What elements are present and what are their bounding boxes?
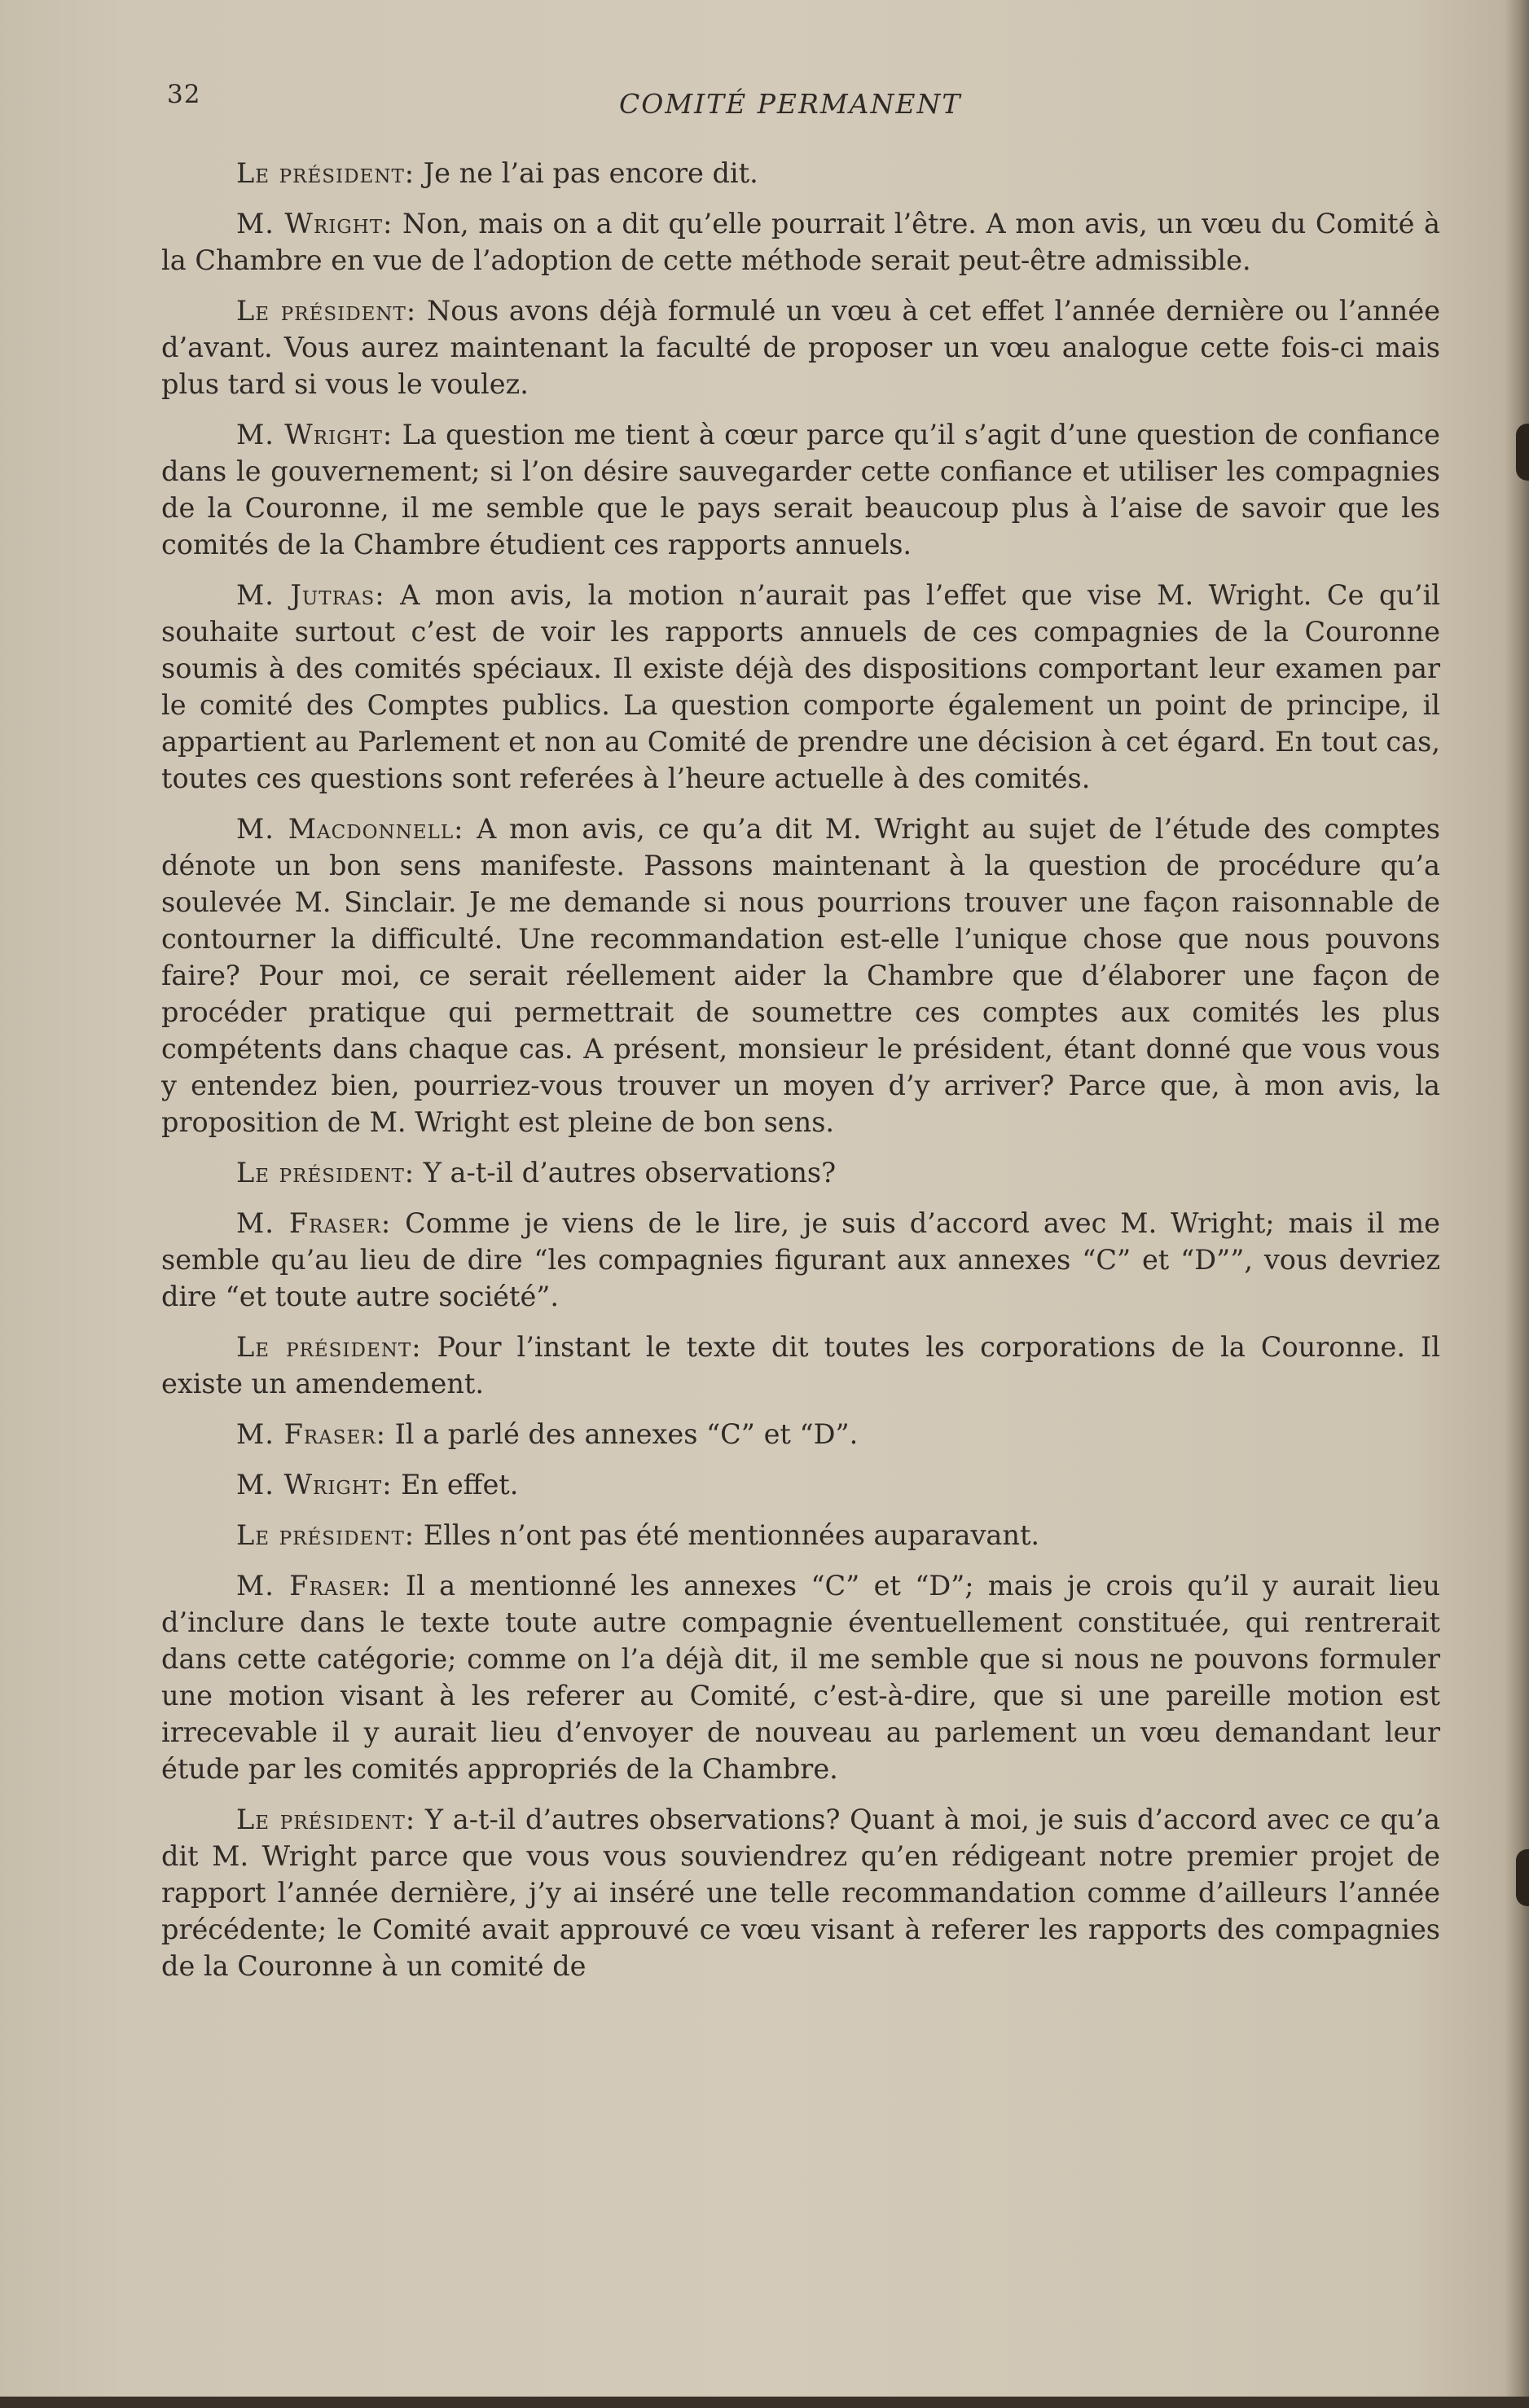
paragraph-text: A mon avis, ce qu’a dit M. Wright au sujet de l’étude des comptes dénote un bon sens manifeste. Passons maintenant à la question de procédure qu’a soulevée M. Sinclair. Je me demande si nous pourrions trouver une façon raisonnable de contourner la difficulté. Une recommandation est-elle l’unique chose que nous pouvons faire? Pour moi, ce serait réellement aider la Chambre que d’élaborer une façon de procéder pratique qui permettrait de soumettre ces comptes aux comités les plus compétents dans chaque cas. A présent, monsieur le président, étant donné que vous vous y entendez bien, pourriez-vous trouver un moyen d’y arriver? Parce que, à mon avis, la proposition de M. Wright est pleine de bon sens. [161, 813, 1440, 1138]
paragraph-text: En effet. [401, 1469, 519, 1501]
speaker-label: M. Fraser: [236, 1418, 386, 1450]
speaker-label: M. Macdonnell: [236, 813, 464, 845]
paragraph [161, 1329, 1440, 1402]
paragraph-text: Comme je viens de le lire, je suis d’accord avec M. Wright; mais il me semble qu’au lieu de dire “les compagnies figurant aux annexes “C” et “D””, vous devriez dire “et toute autre société”. [161, 1207, 1441, 1312]
paragraph [161, 1517, 1440, 1553]
page-bottom-edge [0, 2397, 1529, 2408]
paragraph [161, 1205, 1440, 1315]
paragraph [161, 292, 1440, 402]
binding-clip-mark [1516, 424, 1529, 481]
paragraph [161, 577, 1440, 797]
speaker-label: Le président: [236, 1804, 416, 1835]
transcript-body [161, 155, 1440, 1998]
speaker-label: M. Jutras: [236, 579, 385, 611]
speaker-label: M. Wright: [236, 419, 393, 450]
running-title: COMITÉ PERMANENT [619, 88, 962, 120]
paragraph [161, 1466, 1440, 1503]
paragraph-text: Pour l’instant le texte dit toutes les corporations de la Couronne. Il existe un amendement. [161, 1331, 1440, 1400]
paragraph [161, 416, 1440, 563]
speaker-label: M. Wright: [236, 208, 393, 239]
paragraph [161, 811, 1440, 1140]
paragraph [161, 205, 1440, 279]
paragraph [161, 1801, 1440, 1984]
speaker-label: Le président: [236, 157, 415, 189]
paragraph [161, 155, 1440, 191]
paragraph-text: La question me tient à cœur parce qu’il s’agit d’une question de confiance dans le gouvernement; si l’on désire sauvegarder cette confiance et utiliser les compagnies de la Couronne, il me semble que le pays serait beaucoup plus à l’aise de savoir que les comités de la Chambre étudient ces rapports annuels. [161, 419, 1441, 560]
speaker-label: Le président: [236, 1157, 415, 1189]
paragraph-text: Il a mentionné les annexes “C” et “D”; mais je crois qu’il y aurait lieu d’inclure dans le texte toute autre compagnie éventuellement constituée, qui rentrerait dans cette catégorie; comme on l’a déjà dit, il me semble que si nous ne pouvons formuler une motion visant à les referer au Comité, c’est-à-dire, que si une pareille motion est irrecevable il y aurait lieu d’envoyer de nouveau au parlement un vœu demandant leur étude par les comités appropriés de la Chambre. [161, 1570, 1440, 1785]
paragraph [161, 1567, 1440, 1787]
paragraph-text: Nous avons déjà formulé un vœu à cet effet l’année dernière ou l’année d’avant. Vous aurez maintenant la faculté de proposer un vœu analogue cette fois-ci mais plus tard si vous le voulez. [161, 295, 1440, 400]
speaker-label: Le président: [236, 295, 417, 327]
speaker-label: Le président: [236, 1519, 415, 1551]
binding-clip-mark [1516, 1849, 1529, 1906]
speaker-label: Le président: [236, 1331, 422, 1363]
paragraph-text: A mon avis, la motion n’aurait pas l’effet que vise M. Wright. Ce qu’il souhaite surtout c’est de voir les rapports annuels de ces compagnies de la Couronne soumis à des comités spéciaux. Il existe déjà des dispositions comportant leur examen par le comité des Comptes publics. La question comporte également un point de principe, il appartient au Parlement et non au Comité de prendre une décision à cet égard. En tout cas, toutes ces questions sont referées à l’heure actuelle à des comités. [161, 579, 1440, 794]
paragraph [161, 1154, 1440, 1191]
page-number: 32 [167, 80, 201, 109]
speaker-label: M. Fraser: [236, 1207, 392, 1239]
paragraph-text: Il a parlé des annexes “C” et “D”. [394, 1418, 859, 1450]
speaker-label: M. Wright: [236, 1469, 393, 1501]
paragraph-text: Elles n’ont pas été mentionnées auparavant. [423, 1519, 1040, 1551]
page-edge-shadow [1505, 0, 1529, 2408]
paragraph-text: Y a-t-il d’autres observations? [423, 1157, 837, 1189]
paragraph-text: Je ne l’ai pas encore dit. [423, 157, 758, 189]
speaker-label: M. Fraser: [236, 1570, 392, 1602]
paragraph-text: Y a-t-il d’autres observations? Quant à moi, je suis d’accord avec ce qu’a dit M. Wright parce que vous vous souviendrez qu’en rédigeant notre premier projet de rapport l’année dernière, j’y ai inséré une telle recommandation comme d’ailleurs l’année précédente; le Comité avait approuvé ce vœu visant à referer les rapports des compagnies de la Couronne à un comité de [161, 1804, 1440, 1982]
paragraph-text: Non, mais on a dit qu’elle pourrait l’être. A mon avis, un vœu du Comité à la Chambre en vue de l’adoption de cette méthode serait peut-être admissible. [161, 208, 1440, 276]
paragraph [161, 1416, 1440, 1452]
